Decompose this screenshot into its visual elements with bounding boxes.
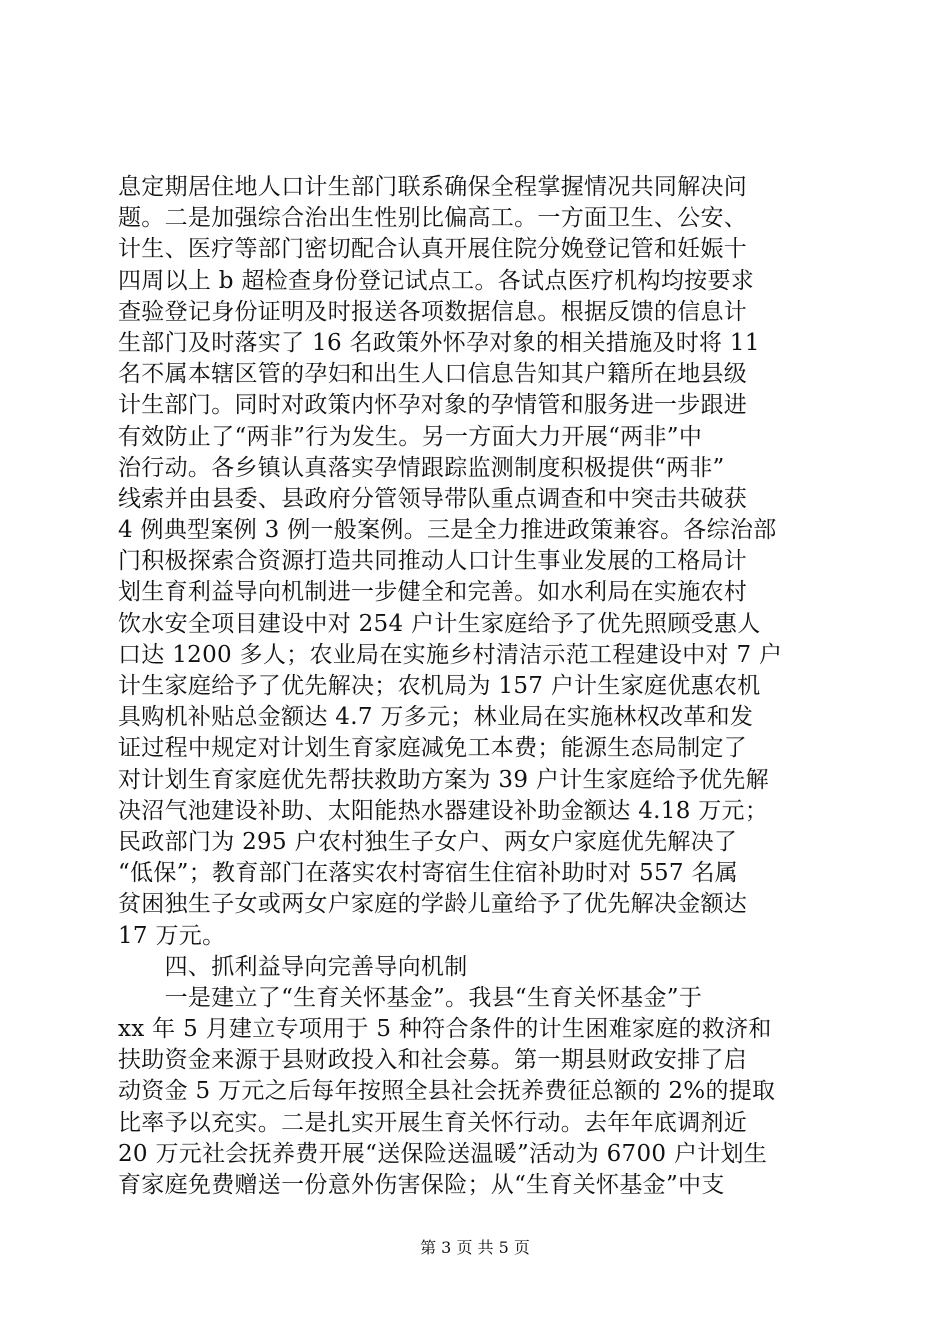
- text-line: 口达 1200 多人；农业局在实施乡村清洁示范工程建设中对 7 户: [118, 641, 783, 668]
- text-line: 对计划生育家庭优先帮扶救助方案为 39 户计生家庭给予优先解: [118, 766, 769, 793]
- text-line: 具购机补贴总金额达 4.7 万多元；林业局在实施林权改革和发: [118, 704, 754, 731]
- text-line: 一是建立了“生育关怀基金”。我县“生育关怀基金”于: [118, 984, 703, 1011]
- text-line: 扶助资金来源于县财政投入和社会募。第一期县财政安排了启: [118, 1047, 748, 1074]
- text-line: 饮水安全项目建设中对 254 户计生家庭给予了优先照顾受惠人: [118, 610, 761, 637]
- text-line: 贫困独生子女或两女户家庭的学龄儿童给予了优先解决金额达: [118, 891, 748, 918]
- text-line: 证过程中规定对计划生育家庭减免工本费；能源生态局制定了: [118, 735, 748, 762]
- text-line: 动资金 5 万元之后每年按照全县社会抚养费征总额的 2%的提取: [118, 1078, 776, 1105]
- text-line: 比率予以充实。二是扎实开展生育关怀行动。去年年底调剂近: [118, 1109, 748, 1136]
- text-line: 计生家庭给予了优先解决；农机局为 157 户计生家庭优惠农机: [118, 673, 761, 699]
- text-line: 计生部门。同时对政策内怀孕对象的孕情管和服务进一步跟进: [118, 392, 748, 419]
- text-line: 划生育利益导向机制进一步健全和完善。如水利局在实施农村: [118, 579, 748, 606]
- text-line: 育家庭免费赠送一份意外伤害保险；从“生育关怀基金”中支: [118, 1172, 725, 1198]
- text-line: “低保”；教育部门在落实农村寄宿生住宿补助时对 557 名属: [118, 860, 739, 887]
- text-line: 四周以上 b 超检查身份登记试点工。各试点医疗机构均按要求: [118, 267, 755, 294]
- text-line: 门积极探索合资源打造共同推动人口计生事业发展的工格局计: [118, 548, 748, 575]
- text-line: 4 例典型案例 3 例一般案例。三是全力推进政策兼容。各综治部: [118, 517, 777, 544]
- text-line: 名不属本辖区管的孕妇和出生人口信息告知其户籍所在地县级: [118, 361, 748, 388]
- text-line: 治行动。各乡镇认真落实孕情跟踪监测制度积极提供“两非”: [118, 454, 725, 481]
- section-heading: 四、抓利益导向完善导向机制: [118, 953, 468, 980]
- text-line: 计生、医疗等部门密切配合认真开展住院分娩登记管和妊娠十: [118, 236, 748, 263]
- text-line: 生部门及时落实了 16 名政策外怀孕对象的相关措施及时将 11: [118, 329, 760, 356]
- text-line: 查验登记身份证明及时报送各项数据信息。根据反馈的信息计: [118, 298, 748, 325]
- text-line: 题。二是加强综合治出生性别比偏高工。一方面卫生、公安、: [118, 205, 748, 232]
- text-line: 决沼气池建设补助、太阳能热水器建设补助金额达 4.18 万元；: [118, 797, 769, 824]
- text-line: 20 万元社会抚养费开展“送保险送温暖”活动为 6700 户计划生: [118, 1140, 768, 1167]
- text-line: 民政部门为 295 户农村独生子女户、两女户家庭优先解决了: [118, 828, 738, 855]
- body-text: [118, 172, 838, 1201]
- page-number-footer: 第 3 页 共 5 页: [420, 1238, 530, 1257]
- text-line: 有效防止了“两非”行为发生。另一方面大力开展“两非”中: [118, 423, 703, 450]
- text-line: xx 年 5 月建立专项用于 5 种符合条件的计生困难家庭的救济和: [118, 1016, 772, 1043]
- text-line: 息定期居住地人口计生部门联系确保全程掌握情况共同解决问: [118, 174, 748, 200]
- text-line: 17 万元。: [118, 922, 226, 949]
- text-line: 线索并由县委、县政府分管领导带队重点调查和中突击共破获: [118, 485, 748, 512]
